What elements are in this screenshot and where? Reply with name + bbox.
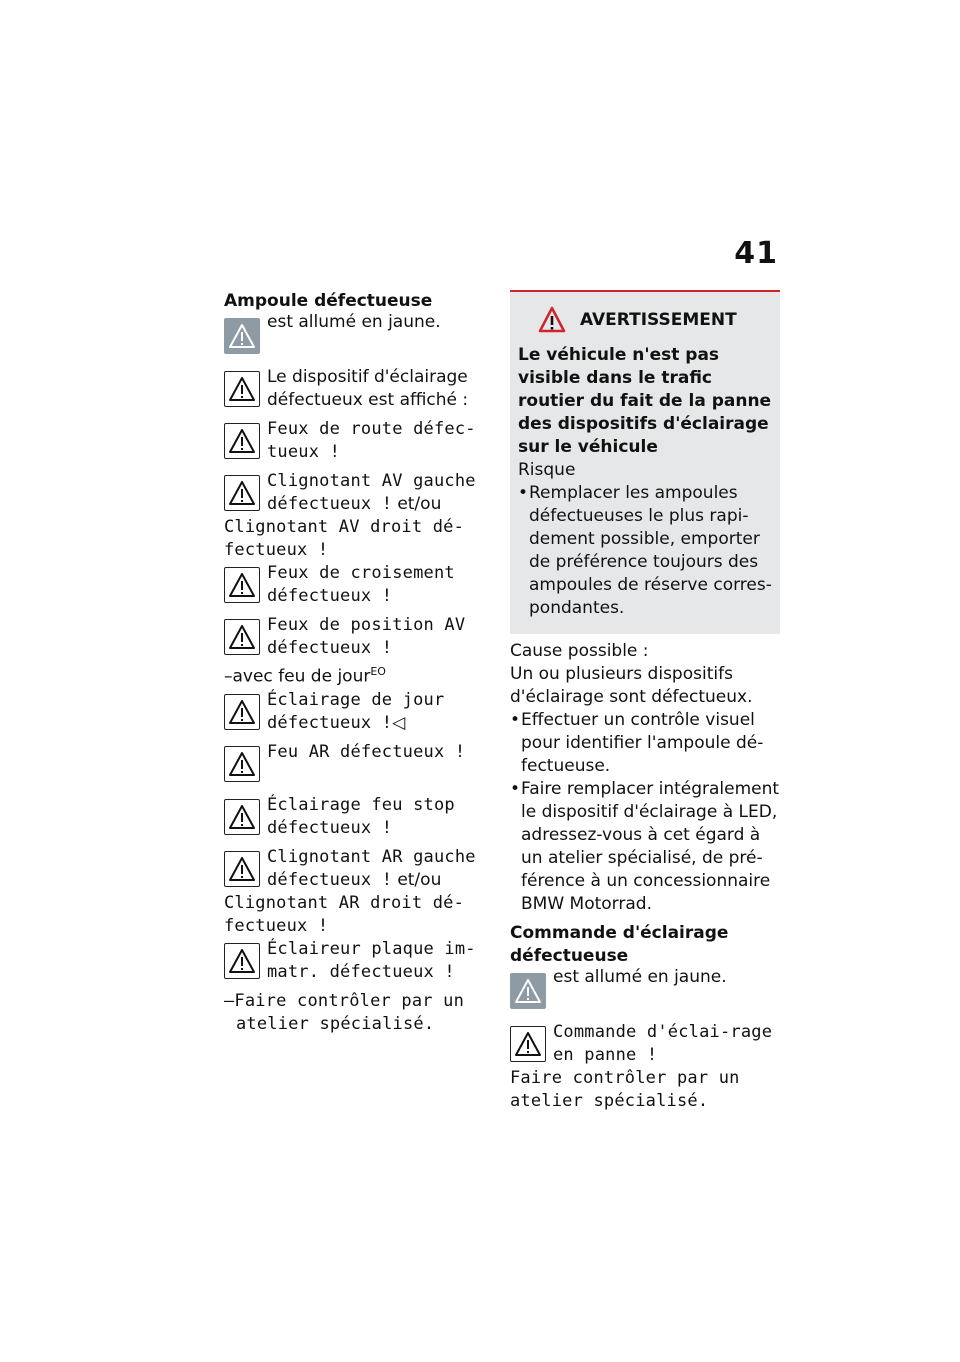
section-heading-bulb: Ampoule défectueuse [224,291,433,311]
lamp-on-text: est allumé en jaune. [553,967,727,987]
msg-row [510,1021,780,1067]
msg-row [224,846,494,892]
warning-triangle-icon [224,943,260,979]
risk-label: Risque [518,460,576,480]
list-item [510,778,780,916]
msg-row [224,794,494,840]
warning-triangle-icon [224,475,260,511]
warning-box [510,290,780,634]
list-item [510,709,780,778]
msg-turn-rear-left: Clignotant AR gauche défectueux ! [267,846,476,890]
msg-row [224,938,494,984]
msg-row [224,689,494,735]
cause-text: Un ou plusieurs dispositifs d'éclairage sont défectueux. [510,664,753,707]
service-instruction: Faire contrôler par un atelier spécialisé. [510,1068,740,1111]
warning-triangle-icon [510,1026,546,1062]
msg-row [224,418,494,464]
msg-turn-front-right: Clignotant AV droit dé-fectueux ! [224,517,465,560]
warning-bullet-text: Remplacer les ampoules défectueuses le plus rapi-dement possible, emporter de préférence toujours des ampoules de réserve corres-pondantes. [529,483,772,618]
warning-triangle-icon [510,973,546,1009]
msg-row [224,741,494,782]
warning-triangle-icon [224,851,260,887]
list-item [518,482,772,620]
warning-triangle-icon [224,619,260,655]
service-instruction: –Faire contrôler par un atelier spécialisé. [224,990,465,1034]
msg-brake: Éclairage feu stop défectueux ! [267,794,455,838]
end-mark: ◁ [392,712,406,733]
msg-row [224,614,494,660]
warning-triangle-icon [224,799,260,835]
warning-triangle-icon [224,318,260,354]
msg-turn-front-left: Clignotant AV gauche défectueux ! [267,471,476,514]
warning-triangle-icon [224,423,260,459]
warning-triangle-icon [224,567,260,603]
warning-triangle-icon [538,306,566,334]
left-column [224,290,494,1036]
warning-triangle-icon [224,371,260,407]
msg-control: Commande d'éclai-rage en panne ! [553,1022,773,1065]
msg-rear: Feu AR défectueux ! [267,741,466,762]
and-or-text: et/ou [397,494,442,514]
msg-plate: Éclaireur plaque im-matr. défectueux ! [267,938,476,982]
msg-drl: Éclairage de jour défectueux ! [267,689,445,733]
msg-turn-rear-right: Clignotant AR droit dé-fectueux ! [224,892,465,936]
msg-row [224,470,494,516]
drl-condition [224,660,494,689]
device-row [224,366,494,412]
warning-triangle-icon [224,694,260,730]
msg-position: Feux de position AV défectueux ! [267,615,466,658]
lamp-row [510,968,780,1009]
warning-header [538,306,772,334]
bullet-text: Effectuer un contrôle visuel pour identifier l'ampoule dé-fectueuse. [521,710,764,776]
device-defect-text: Le dispositif d'éclairage défectueux est affiché : [267,367,469,410]
drl-superscript: EO [370,665,386,678]
right-column [510,290,780,1113]
page-number: 41 [734,236,778,271]
msg-row [224,562,494,608]
msg-high-beam: Feux de route défec-tueux ! [267,419,476,462]
and-or-text: et/ou [397,869,442,890]
lamp-row [224,313,494,354]
section-heading-control: Commande d'éclairage défectueuse [510,923,729,966]
msg-low-beam: Feux de croisement défectueux ! [267,563,455,606]
warning-statement: Le véhicule n'est pas visible dans le trafic routier du fait de la panne des dispositifs d'éclairage sur le véhicule [518,345,772,457]
warning-title: AVERTISSEMENT [580,310,737,330]
cause-label: Cause possible : [510,641,649,661]
lamp-on-text: est allumé en jaune. [267,312,441,332]
bullet-text: Faire remplacer intégralement le dispositif d'éclairage à LED, adressez-vous à cet égard à un atelier spécialisé, de pré-férence à un concessionnaire BMW Motorrad. [521,779,780,914]
warning-triangle-icon [224,746,260,782]
drl-condition-text: –avec feu de jour [224,666,371,687]
